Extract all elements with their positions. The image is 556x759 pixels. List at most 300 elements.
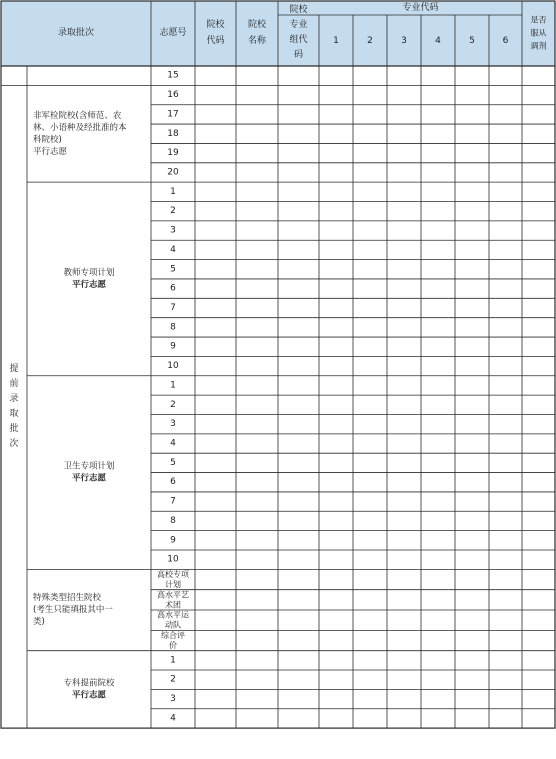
form-input-cell[interactable]: [320, 671, 353, 689]
form-input-cell[interactable]: [490, 551, 522, 569]
form-input-cell[interactable]: [388, 454, 421, 472]
form-input-cell[interactable]: [388, 125, 421, 143]
form-input-cell[interactable]: [196, 551, 236, 569]
form-input-cell[interactable]: [388, 163, 421, 181]
form-input-cell[interactable]: [354, 493, 387, 511]
form-input-cell[interactable]: [237, 280, 278, 298]
form-input-cell[interactable]: [388, 357, 421, 375]
form-input-cell[interactable]: [279, 144, 319, 162]
form-input-cell[interactable]: [279, 202, 319, 220]
form-input-cell[interactable]: [523, 454, 555, 472]
form-input-cell[interactable]: [388, 396, 421, 414]
form-input-cell[interactable]: [388, 338, 421, 356]
form-input-cell[interactable]: [196, 260, 236, 278]
form-input-cell[interactable]: [237, 163, 278, 181]
form-input-cell[interactable]: [279, 376, 319, 394]
form-input-cell[interactable]: [388, 531, 421, 549]
form-input-cell[interactable]: [422, 241, 455, 259]
form-input-cell[interactable]: [388, 299, 421, 317]
form-input-cell[interactable]: [490, 590, 522, 609]
form-input-cell[interactable]: [196, 163, 236, 181]
form-input-cell[interactable]: [354, 671, 387, 689]
form-input-cell[interactable]: [237, 241, 278, 259]
form-input-cell[interactable]: [196, 709, 236, 727]
form-input-cell[interactable]: [523, 531, 555, 549]
form-input-cell[interactable]: [422, 376, 455, 394]
form-input-cell[interactable]: [237, 299, 278, 317]
form-input-cell[interactable]: [388, 434, 421, 452]
form-input-cell[interactable]: [237, 260, 278, 278]
form-input-cell[interactable]: [279, 241, 319, 259]
form-input-cell[interactable]: [456, 202, 489, 220]
form-input-cell[interactable]: [388, 67, 421, 85]
form-input-cell[interactable]: [456, 493, 489, 511]
form-input-cell[interactable]: [456, 651, 489, 669]
form-input-cell[interactable]: [490, 318, 522, 336]
form-input-cell[interactable]: [523, 709, 555, 727]
form-input-cell[interactable]: [237, 221, 278, 239]
form-input-cell[interactable]: [422, 415, 455, 433]
form-input-cell[interactable]: [196, 651, 236, 669]
form-input-cell[interactable]: [523, 434, 555, 452]
form-input-cell[interactable]: [320, 590, 353, 609]
form-input-cell[interactable]: [523, 144, 555, 162]
form-input-cell[interactable]: [320, 105, 353, 123]
form-input-cell[interactable]: [388, 671, 421, 689]
form-input-cell[interactable]: [320, 241, 353, 259]
form-input-cell[interactable]: [237, 105, 278, 123]
form-input-cell[interactable]: [490, 396, 522, 414]
form-input-cell[interactable]: [388, 473, 421, 491]
form-input-cell[interactable]: [196, 338, 236, 356]
form-input-cell[interactable]: [490, 67, 522, 85]
form-input-cell[interactable]: [320, 202, 353, 220]
form-input-cell[interactable]: [320, 415, 353, 433]
form-input-cell[interactable]: [237, 631, 278, 650]
form-input-cell[interactable]: [279, 611, 319, 630]
form-input-cell[interactable]: [490, 473, 522, 491]
form-input-cell[interactable]: [237, 434, 278, 452]
form-input-cell[interactable]: [196, 570, 236, 589]
form-input-cell[interactable]: [354, 67, 387, 85]
form-input-cell[interactable]: [237, 570, 278, 589]
form-input-cell[interactable]: [354, 183, 387, 201]
form-input-cell[interactable]: [456, 357, 489, 375]
form-input-cell[interactable]: [237, 709, 278, 727]
form-input-cell[interactable]: [279, 493, 319, 511]
form-input-cell[interactable]: [196, 105, 236, 123]
form-input-cell[interactable]: [237, 590, 278, 609]
form-input-cell[interactable]: [279, 551, 319, 569]
form-input-cell[interactable]: [354, 221, 387, 239]
form-input-cell[interactable]: [422, 280, 455, 298]
form-input-cell[interactable]: [354, 551, 387, 569]
form-input-cell[interactable]: [490, 531, 522, 549]
form-input-cell[interactable]: [490, 631, 522, 650]
form-input-cell[interactable]: [237, 318, 278, 336]
form-input-cell[interactable]: [490, 202, 522, 220]
form-input-cell[interactable]: [456, 551, 489, 569]
form-input-cell[interactable]: [456, 105, 489, 123]
form-input-cell[interactable]: [422, 86, 455, 104]
form-input-cell[interactable]: [237, 551, 278, 569]
form-input-cell[interactable]: [196, 631, 236, 650]
form-input-cell[interactable]: [422, 396, 455, 414]
form-input-cell[interactable]: [354, 651, 387, 669]
form-input-cell[interactable]: [523, 338, 555, 356]
form-input-cell[interactable]: [354, 473, 387, 491]
form-input-cell[interactable]: [354, 299, 387, 317]
form-input-cell[interactable]: [523, 260, 555, 278]
form-input-cell[interactable]: [490, 260, 522, 278]
form-input-cell[interactable]: [320, 473, 353, 491]
form-input-cell[interactable]: [422, 473, 455, 491]
form-input-cell[interactable]: [523, 611, 555, 630]
form-input-cell[interactable]: [354, 376, 387, 394]
form-input-cell[interactable]: [320, 221, 353, 239]
form-input-cell[interactable]: [196, 454, 236, 472]
form-input-cell[interactable]: [237, 67, 278, 85]
form-input-cell[interactable]: [523, 690, 555, 708]
form-input-cell[interactable]: [320, 454, 353, 472]
form-input-cell[interactable]: [237, 415, 278, 433]
form-input-cell[interactable]: [422, 434, 455, 452]
form-input-cell[interactable]: [237, 671, 278, 689]
form-input-cell[interactable]: [456, 376, 489, 394]
form-input-cell[interactable]: [320, 144, 353, 162]
form-input-cell[interactable]: [279, 434, 319, 452]
form-input-cell[interactable]: [354, 202, 387, 220]
form-input-cell[interactable]: [237, 338, 278, 356]
form-input-cell[interactable]: [422, 512, 455, 530]
form-input-cell[interactable]: [279, 221, 319, 239]
form-input-cell[interactable]: [523, 651, 555, 669]
form-input-cell[interactable]: [456, 671, 489, 689]
form-input-cell[interactable]: [388, 611, 421, 630]
form-input-cell[interactable]: [320, 163, 353, 181]
form-input-cell[interactable]: [523, 221, 555, 239]
form-input-cell[interactable]: [422, 183, 455, 201]
form-input-cell[interactable]: [354, 86, 387, 104]
form-input-cell[interactable]: [422, 299, 455, 317]
form-input-cell[interactable]: [354, 318, 387, 336]
form-input-cell[interactable]: [422, 318, 455, 336]
form-input-cell[interactable]: [456, 318, 489, 336]
form-input-cell[interactable]: [320, 280, 353, 298]
form-input-cell[interactable]: [196, 202, 236, 220]
form-input-cell[interactable]: [237, 125, 278, 143]
form-input-cell[interactable]: [523, 396, 555, 414]
form-input-cell[interactable]: [237, 86, 278, 104]
form-input-cell[interactable]: [523, 202, 555, 220]
form-input-cell[interactable]: [490, 690, 522, 708]
form-input-cell[interactable]: [320, 376, 353, 394]
form-input-cell[interactable]: [523, 570, 555, 589]
form-input-cell[interactable]: [196, 86, 236, 104]
form-input-cell[interactable]: [354, 357, 387, 375]
form-input-cell[interactable]: [237, 202, 278, 220]
form-input-cell[interactable]: [320, 299, 353, 317]
form-input-cell[interactable]: [388, 376, 421, 394]
form-input-cell[interactable]: [490, 376, 522, 394]
form-input-cell[interactable]: [237, 512, 278, 530]
form-input-cell[interactable]: [196, 611, 236, 630]
form-input-cell[interactable]: [422, 493, 455, 511]
form-input-cell[interactable]: [320, 125, 353, 143]
form-input-cell[interactable]: [279, 709, 319, 727]
form-input-cell[interactable]: [196, 396, 236, 414]
form-input-cell[interactable]: [490, 183, 522, 201]
form-input-cell[interactable]: [490, 357, 522, 375]
form-input-cell[interactable]: [196, 493, 236, 511]
form-input-cell[interactable]: [279, 631, 319, 650]
form-input-cell[interactable]: [237, 357, 278, 375]
form-input-cell[interactable]: [523, 183, 555, 201]
form-input-cell[interactable]: [279, 512, 319, 530]
form-input-cell[interactable]: [320, 86, 353, 104]
form-input-cell[interactable]: [456, 611, 489, 630]
form-input-cell[interactable]: [196, 280, 236, 298]
form-input-cell[interactable]: [196, 183, 236, 201]
form-input-cell[interactable]: [320, 709, 353, 727]
form-input-cell[interactable]: [523, 318, 555, 336]
form-input-cell[interactable]: [388, 86, 421, 104]
form-input-cell[interactable]: [320, 318, 353, 336]
form-input-cell[interactable]: [279, 105, 319, 123]
form-input-cell[interactable]: [422, 709, 455, 727]
form-input-cell[interactable]: [422, 67, 455, 85]
form-input-cell[interactable]: [523, 67, 555, 85]
form-input-cell[interactable]: [388, 318, 421, 336]
form-input-cell[interactable]: [196, 299, 236, 317]
form-input-cell[interactable]: [388, 512, 421, 530]
form-input-cell[interactable]: [196, 67, 236, 85]
form-input-cell[interactable]: [490, 512, 522, 530]
form-input-cell[interactable]: [422, 671, 455, 689]
form-input-cell[interactable]: [388, 651, 421, 669]
form-input-cell[interactable]: [456, 299, 489, 317]
form-input-cell[interactable]: [320, 512, 353, 530]
form-input-cell[interactable]: [279, 280, 319, 298]
form-input-cell[interactable]: [523, 280, 555, 298]
form-input-cell[interactable]: [279, 454, 319, 472]
form-input-cell[interactable]: [523, 671, 555, 689]
form-input-cell[interactable]: [523, 512, 555, 530]
form-input-cell[interactable]: [388, 493, 421, 511]
form-input-cell[interactable]: [388, 551, 421, 569]
form-input-cell[interactable]: [196, 590, 236, 609]
form-input-cell[interactable]: [456, 473, 489, 491]
form-input-cell[interactable]: [490, 570, 522, 589]
form-input-cell[interactable]: [354, 260, 387, 278]
form-input-cell[interactable]: [354, 280, 387, 298]
form-input-cell[interactable]: [456, 67, 489, 85]
form-input-cell[interactable]: [354, 434, 387, 452]
form-input-cell[interactable]: [523, 473, 555, 491]
form-input-cell[interactable]: [354, 690, 387, 708]
form-input-cell[interactable]: [237, 690, 278, 708]
form-input-cell[interactable]: [279, 260, 319, 278]
form-input-cell[interactable]: [422, 651, 455, 669]
form-input-cell[interactable]: [320, 611, 353, 630]
form-input-cell[interactable]: [523, 86, 555, 104]
form-input-cell[interactable]: [490, 241, 522, 259]
form-input-cell[interactable]: [490, 280, 522, 298]
form-input-cell[interactable]: [422, 338, 455, 356]
form-input-cell[interactable]: [354, 570, 387, 589]
form-input-cell[interactable]: [196, 357, 236, 375]
form-input-cell[interactable]: [490, 434, 522, 452]
form-input-cell[interactable]: [456, 125, 489, 143]
form-input-cell[interactable]: [279, 590, 319, 609]
form-input-cell[interactable]: [490, 671, 522, 689]
form-input-cell[interactable]: [523, 299, 555, 317]
form-input-cell[interactable]: [523, 631, 555, 650]
form-input-cell[interactable]: [279, 415, 319, 433]
form-input-cell[interactable]: [320, 434, 353, 452]
form-input-cell[interactable]: [422, 551, 455, 569]
form-input-cell[interactable]: [523, 105, 555, 123]
form-input-cell[interactable]: [354, 338, 387, 356]
form-input-cell[interactable]: [388, 590, 421, 609]
form-input-cell[interactable]: [388, 631, 421, 650]
form-input-cell[interactable]: [490, 221, 522, 239]
form-input-cell[interactable]: [196, 144, 236, 162]
form-input-cell[interactable]: [422, 590, 455, 609]
form-input-cell[interactable]: [196, 531, 236, 549]
form-input-cell[interactable]: [279, 86, 319, 104]
form-input-cell[interactable]: [523, 376, 555, 394]
form-input-cell[interactable]: [279, 690, 319, 708]
form-input-cell[interactable]: [490, 338, 522, 356]
form-input-cell[interactable]: [422, 260, 455, 278]
form-input-cell[interactable]: [490, 611, 522, 630]
form-input-cell[interactable]: [354, 241, 387, 259]
form-input-cell[interactable]: [237, 493, 278, 511]
form-input-cell[interactable]: [196, 671, 236, 689]
form-input-cell[interactable]: [490, 709, 522, 727]
form-input-cell[interactable]: [456, 144, 489, 162]
form-input-cell[interactable]: [279, 357, 319, 375]
form-input-cell[interactable]: [354, 163, 387, 181]
form-input-cell[interactable]: [320, 493, 353, 511]
form-input-cell[interactable]: [422, 105, 455, 123]
form-input-cell[interactable]: [456, 86, 489, 104]
form-input-cell[interactable]: [196, 376, 236, 394]
form-input-cell[interactable]: [523, 163, 555, 181]
form-input-cell[interactable]: [320, 338, 353, 356]
form-input-cell[interactable]: [279, 183, 319, 201]
form-input-cell[interactable]: [422, 631, 455, 650]
form-input-cell[interactable]: [456, 590, 489, 609]
form-input-cell[interactable]: [279, 318, 319, 336]
form-input-cell[interactable]: [523, 590, 555, 609]
form-input-cell[interactable]: [456, 338, 489, 356]
form-input-cell[interactable]: [279, 299, 319, 317]
form-input-cell[interactable]: [523, 493, 555, 511]
form-input-cell[interactable]: [456, 280, 489, 298]
form-input-cell[interactable]: [237, 454, 278, 472]
form-input-cell[interactable]: [320, 531, 353, 549]
form-input-cell[interactable]: [490, 493, 522, 511]
form-input-cell[interactable]: [422, 690, 455, 708]
form-input-cell[interactable]: [354, 454, 387, 472]
form-input-cell[interactable]: [279, 671, 319, 689]
form-input-cell[interactable]: [196, 434, 236, 452]
form-input-cell[interactable]: [523, 357, 555, 375]
form-input-cell[interactable]: [422, 611, 455, 630]
form-input-cell[interactable]: [196, 512, 236, 530]
form-input-cell[interactable]: [456, 396, 489, 414]
form-input-cell[interactable]: [320, 651, 353, 669]
form-input-cell[interactable]: [354, 105, 387, 123]
form-input-cell[interactable]: [456, 631, 489, 650]
form-input-cell[interactable]: [523, 415, 555, 433]
form-input-cell[interactable]: [456, 434, 489, 452]
form-input-cell[interactable]: [279, 163, 319, 181]
form-input-cell[interactable]: [523, 551, 555, 569]
form-input-cell[interactable]: [354, 415, 387, 433]
form-input-cell[interactable]: [388, 202, 421, 220]
form-input-cell[interactable]: [456, 260, 489, 278]
form-input-cell[interactable]: [237, 376, 278, 394]
form-input-cell[interactable]: [279, 651, 319, 669]
form-input-cell[interactable]: [388, 260, 421, 278]
form-input-cell[interactable]: [237, 531, 278, 549]
form-input-cell[interactable]: [354, 611, 387, 630]
form-input-cell[interactable]: [279, 125, 319, 143]
form-input-cell[interactable]: [422, 357, 455, 375]
form-input-cell[interactable]: [490, 105, 522, 123]
form-input-cell[interactable]: [196, 473, 236, 491]
form-input-cell[interactable]: [422, 144, 455, 162]
form-input-cell[interactable]: [196, 221, 236, 239]
form-input-cell[interactable]: [354, 512, 387, 530]
form-input-cell[interactable]: [196, 415, 236, 433]
form-input-cell[interactable]: [237, 144, 278, 162]
form-input-cell[interactable]: [279, 570, 319, 589]
form-input-cell[interactable]: [388, 241, 421, 259]
form-input-cell[interactable]: [456, 221, 489, 239]
form-input-cell[interactable]: [456, 163, 489, 181]
form-input-cell[interactable]: [456, 709, 489, 727]
form-input-cell[interactable]: [320, 690, 353, 708]
form-input-cell[interactable]: [354, 531, 387, 549]
form-input-cell[interactable]: [320, 551, 353, 569]
form-input-cell[interactable]: [422, 454, 455, 472]
form-input-cell[interactable]: [490, 415, 522, 433]
form-input-cell[interactable]: [196, 318, 236, 336]
form-input-cell[interactable]: [456, 690, 489, 708]
form-input-cell[interactable]: [237, 651, 278, 669]
form-input-cell[interactable]: [422, 221, 455, 239]
form-input-cell[interactable]: [279, 338, 319, 356]
form-input-cell[interactable]: [490, 299, 522, 317]
form-input-cell[interactable]: [388, 144, 421, 162]
form-input-cell[interactable]: [320, 357, 353, 375]
form-input-cell[interactable]: [523, 125, 555, 143]
form-input-cell[interactable]: [456, 570, 489, 589]
form-input-cell[interactable]: [388, 105, 421, 123]
form-input-cell[interactable]: [490, 86, 522, 104]
form-input-cell[interactable]: [320, 396, 353, 414]
form-input-cell[interactable]: [490, 454, 522, 472]
form-input-cell[interactable]: [490, 144, 522, 162]
form-input-cell[interactable]: [320, 183, 353, 201]
form-input-cell[interactable]: [422, 531, 455, 549]
form-input-cell[interactable]: [354, 125, 387, 143]
form-input-cell[interactable]: [237, 396, 278, 414]
